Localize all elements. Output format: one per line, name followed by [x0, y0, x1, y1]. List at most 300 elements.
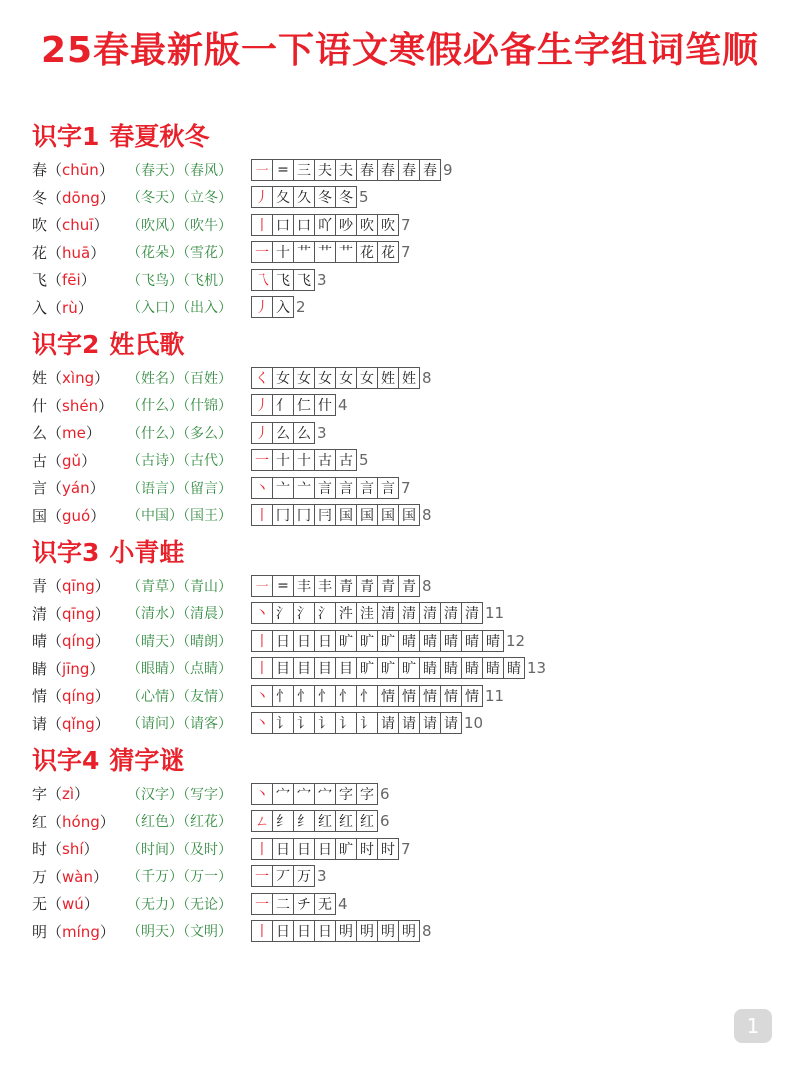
character-row	[32, 392, 782, 420]
pinyin: huā	[62, 243, 91, 262]
paren-close: ）	[94, 714, 110, 733]
character: 飞	[32, 271, 48, 290]
word-examples: （什么）（什锦）	[127, 398, 232, 415]
stroke-box: 飞	[272, 269, 294, 291]
stroke-count: 7	[401, 839, 411, 858]
character-row	[32, 502, 782, 530]
character-row	[32, 780, 782, 808]
stroke-box: 青	[335, 575, 357, 597]
word-examples: （古诗）（古代）	[127, 453, 232, 470]
char-pinyin	[32, 159, 127, 180]
stroke-box: 讠	[335, 712, 357, 734]
word-examples: （吹风）（吹牛）	[127, 217, 232, 234]
character: 字	[32, 785, 48, 804]
word-examples: （请问）（请客）	[127, 716, 232, 733]
char-pinyin	[32, 921, 127, 942]
stroke-box: 清	[377, 602, 399, 624]
stroke-order	[251, 477, 411, 499]
stroke-box: 口	[272, 214, 294, 236]
character-row	[32, 184, 782, 212]
stroke-box: 宀	[314, 783, 336, 805]
stroke-box: 飞	[293, 269, 315, 291]
char-pinyin	[32, 630, 127, 651]
word-examples: （汉字）（写字）	[127, 786, 232, 803]
stroke-order	[251, 575, 432, 597]
paren-open: （	[47, 396, 63, 415]
stroke-box: 丰	[314, 575, 336, 597]
paren-open: （	[47, 659, 63, 678]
pinyin: qǐng	[62, 714, 95, 733]
word-examples: （冬天）（立冬）	[127, 190, 232, 207]
stroke-box: 情	[461, 685, 483, 707]
pinyin: jīng	[62, 659, 90, 678]
word-examples: （红色）（红花）	[127, 814, 232, 831]
stroke-box: ㄥ	[251, 810, 273, 832]
stroke-box: 亻	[272, 394, 294, 416]
stroke-box: 丿	[251, 422, 273, 444]
stroke-box: 汼	[335, 602, 357, 624]
stroke-box: 请	[398, 712, 420, 734]
stroke-box: 春	[377, 159, 399, 181]
stroke-box: 亠	[293, 477, 315, 499]
character-row	[32, 710, 782, 738]
stroke-box: 一	[251, 865, 273, 887]
stroke-count: 13	[527, 659, 547, 678]
stroke-box: 女	[293, 367, 315, 389]
pinyin: qīng	[62, 604, 95, 623]
stroke-order	[251, 630, 525, 652]
stroke-order	[251, 241, 411, 263]
lesson-name: 春夏秋冬	[109, 122, 210, 151]
stroke-box: 纟	[293, 810, 315, 832]
stroke-box: 么	[293, 422, 315, 444]
stroke-box: 青	[356, 575, 378, 597]
stroke-box: 氵	[293, 602, 315, 624]
paren-open: （	[47, 840, 63, 859]
paren-open: （	[47, 604, 63, 623]
lesson-heading	[32, 326, 782, 364]
character: 时	[32, 840, 48, 859]
stroke-box: 春	[356, 159, 378, 181]
stroke-box: =	[272, 159, 294, 181]
stroke-box: 请	[440, 712, 462, 734]
stroke-box: 明	[335, 920, 357, 942]
word-examples: （清水）（清晨）	[127, 606, 232, 623]
character: 吹	[32, 216, 48, 235]
stroke-order	[251, 367, 432, 389]
stroke-order	[251, 159, 453, 181]
stroke-box: 忄	[356, 685, 378, 707]
lesson-section	[32, 326, 782, 529]
stroke-order	[251, 712, 483, 734]
stroke-box: 目	[335, 657, 357, 679]
stroke-box: 丨	[251, 838, 273, 860]
word-examples: （明天）（文明）	[127, 924, 232, 941]
char-pinyin	[32, 713, 127, 734]
paren-open: （	[47, 714, 63, 733]
stroke-box: 日	[293, 838, 315, 860]
character: 青	[32, 577, 48, 596]
paren-close: ）	[85, 424, 101, 443]
paren-close: ）	[74, 785, 90, 804]
character-row	[32, 890, 782, 918]
stroke-box: 日	[314, 838, 336, 860]
stroke-count: 3	[317, 867, 327, 886]
char-pinyin	[32, 187, 127, 208]
word-examples: （千万）（万一）	[127, 869, 232, 886]
stroke-order	[251, 296, 306, 318]
stroke-box: 红	[314, 810, 336, 832]
char-pinyin	[32, 269, 127, 290]
word-examples: （无力）（无论）	[127, 896, 232, 913]
stroke-box: 晴	[419, 630, 441, 652]
stroke-box: 冬	[314, 186, 336, 208]
stroke-box: 乁	[251, 269, 273, 291]
stroke-box: 国	[335, 504, 357, 526]
stroke-box: 女	[272, 367, 294, 389]
stroke-box: 十	[272, 241, 294, 263]
stroke-box: 丶	[251, 685, 273, 707]
stroke-count: 7	[401, 243, 411, 262]
character-row	[32, 572, 782, 600]
char-pinyin	[32, 685, 127, 706]
stroke-box: 丰	[293, 575, 315, 597]
stroke-box: く	[251, 367, 273, 389]
char-pinyin	[32, 214, 127, 235]
stroke-order	[251, 449, 369, 471]
character: 清	[32, 604, 48, 623]
stroke-box: 无	[314, 893, 336, 915]
stroke-box: 花	[356, 241, 378, 263]
stroke-order	[251, 810, 390, 832]
char-pinyin	[32, 603, 127, 624]
pinyin: dōng	[62, 188, 100, 207]
stroke-count: 10	[464, 714, 484, 733]
pinyin: qīng	[62, 577, 95, 596]
stroke-box: 晴	[461, 630, 483, 652]
stroke-count: 3	[317, 270, 327, 289]
stroke-box: 丨	[251, 214, 273, 236]
stroke-count: 4	[338, 894, 348, 913]
stroke-box: 目	[314, 657, 336, 679]
lesson-section	[32, 742, 782, 945]
stroke-box: 明	[356, 920, 378, 942]
stroke-count: 8	[422, 922, 432, 941]
stroke-count: 9	[443, 160, 453, 179]
char-pinyin	[32, 367, 127, 388]
character: 万	[32, 867, 48, 886]
stroke-box: 国	[398, 504, 420, 526]
paren-close: ）	[89, 479, 105, 498]
stroke-box: 宀	[272, 783, 294, 805]
paren-close: ）	[94, 632, 110, 651]
word-examples: （入口）（出入）	[127, 300, 232, 317]
stroke-box: 丶	[251, 477, 273, 499]
stroke-box: 国	[377, 504, 399, 526]
character-row	[32, 682, 782, 710]
stroke-box: 十	[272, 449, 294, 471]
character: 姓	[32, 369, 48, 388]
char-pinyin	[32, 450, 127, 471]
word-examples: （姓名）（百姓）	[127, 370, 232, 387]
paren-open: （	[47, 424, 63, 443]
lesson-label: 识字1	[32, 122, 100, 151]
paren-close: ）	[94, 369, 110, 388]
stroke-box: 春	[398, 159, 420, 181]
stroke-box: 丿	[251, 186, 273, 208]
stroke-box: 言	[377, 477, 399, 499]
character-row	[32, 156, 782, 184]
paren-close: ）	[93, 216, 109, 235]
stroke-box: チ	[293, 893, 315, 915]
stroke-box: 清	[440, 602, 462, 624]
stroke-box: 时	[356, 838, 378, 860]
stroke-count: 12	[506, 631, 526, 650]
char-pinyin	[32, 893, 127, 914]
stroke-count: 11	[485, 604, 505, 623]
pinyin: wú	[62, 895, 84, 914]
stroke-box: 晴	[440, 630, 462, 652]
stroke-box: 讠	[356, 712, 378, 734]
pinyin: guó	[62, 506, 91, 525]
stroke-box: 万	[293, 865, 315, 887]
stroke-box: 口	[293, 214, 315, 236]
paren-open: （	[47, 243, 63, 262]
character-row	[32, 266, 782, 294]
stroke-box: 情	[377, 685, 399, 707]
stroke-box: 一	[251, 241, 273, 263]
stroke-box: 清	[461, 602, 483, 624]
char-pinyin	[32, 575, 127, 596]
stroke-box: 吖	[314, 214, 336, 236]
stroke-order	[251, 422, 327, 444]
stroke-box: 明	[398, 920, 420, 942]
stroke-box: 冃	[314, 504, 336, 526]
stroke-count: 7	[401, 215, 411, 234]
word-examples: （时间）（及时）	[127, 841, 232, 858]
word-examples: （青草）（青山）	[127, 578, 232, 595]
stroke-order	[251, 214, 411, 236]
character: 晴	[32, 632, 48, 651]
stroke-box: 旷	[377, 657, 399, 679]
paren-close: ）	[99, 922, 115, 941]
paren-close: ）	[83, 840, 99, 859]
stroke-box: 艹	[314, 241, 336, 263]
paren-open: （	[47, 479, 63, 498]
stroke-box: 言	[356, 477, 378, 499]
stroke-box: 日	[272, 630, 294, 652]
stroke-box: 言	[314, 477, 336, 499]
paren-open: （	[47, 577, 63, 596]
pinyin: zì	[62, 785, 75, 804]
stroke-order	[251, 504, 432, 526]
lesson-section	[32, 118, 782, 321]
char-pinyin	[32, 395, 127, 416]
stroke-order	[251, 838, 411, 860]
pinyin: shén	[62, 396, 99, 415]
word-examples: （心情）（友情）	[127, 688, 232, 705]
stroke-box: 古	[335, 449, 357, 471]
stroke-box: 情	[419, 685, 441, 707]
stroke-count: 3	[317, 423, 327, 442]
word-examples: （飞鸟）（飞机）	[127, 272, 232, 289]
vocab-list	[32, 118, 782, 950]
stroke-box: 冂	[293, 504, 315, 526]
stroke-box: 丨	[251, 657, 273, 679]
paren-open: （	[47, 812, 63, 831]
stroke-box: 一	[251, 449, 273, 471]
pinyin: qíng	[62, 687, 95, 706]
stroke-box: 目	[272, 657, 294, 679]
stroke-box: 日	[314, 920, 336, 942]
lesson-name: 姓氏歌	[109, 330, 185, 359]
char-pinyin	[32, 505, 127, 526]
stroke-box: 明	[377, 920, 399, 942]
stroke-count: 5	[359, 188, 369, 207]
stroke-box: 夂	[272, 186, 294, 208]
paren-close: ）	[94, 687, 110, 706]
paren-close: ）	[80, 271, 96, 290]
stroke-box: 请	[377, 712, 399, 734]
stroke-box: 女	[356, 367, 378, 389]
stroke-box: 青	[377, 575, 399, 597]
char-pinyin	[32, 658, 127, 679]
character-row	[32, 211, 782, 239]
paren-close: ）	[89, 659, 105, 678]
character: 什	[32, 396, 48, 415]
stroke-box: 丿	[251, 296, 273, 318]
character: 花	[32, 243, 48, 262]
stroke-box: 旷	[356, 630, 378, 652]
character-row	[32, 863, 782, 891]
word-examples: （晴天）（晴朗）	[127, 633, 232, 650]
paren-open: （	[47, 922, 63, 941]
stroke-order	[251, 920, 432, 942]
stroke-box: 讠	[293, 712, 315, 734]
word-examples: （什么）（多么）	[127, 425, 232, 442]
character-row	[32, 808, 782, 836]
stroke-box: 日	[293, 920, 315, 942]
character-row	[32, 918, 782, 946]
paren-close: ）	[99, 812, 115, 831]
paren-close: ）	[77, 298, 93, 317]
stroke-box: 晴	[482, 630, 504, 652]
pinyin: hóng	[62, 812, 100, 831]
stroke-box: 旷	[356, 657, 378, 679]
lesson-label: 识字2	[32, 330, 100, 359]
stroke-box: 春	[419, 159, 441, 181]
stroke-count: 4	[338, 396, 348, 415]
stroke-box: 三	[293, 159, 315, 181]
lesson-heading	[32, 742, 782, 780]
character-row	[32, 600, 782, 628]
word-examples: （眼睛）（点睛）	[127, 661, 232, 678]
stroke-box: 丶	[251, 783, 273, 805]
stroke-box: 丨	[251, 920, 273, 942]
stroke-box: 丿	[251, 394, 273, 416]
stroke-count: 6	[380, 784, 390, 803]
paren-close: ）	[94, 604, 110, 623]
paren-open: （	[47, 216, 63, 235]
stroke-box: 日	[272, 920, 294, 942]
pinyin: qíng	[62, 632, 95, 651]
stroke-box: 目	[293, 657, 315, 679]
stroke-box: 什	[314, 394, 336, 416]
stroke-box: 仁	[293, 394, 315, 416]
stroke-box: 么	[272, 422, 294, 444]
stroke-box: 讠	[314, 712, 336, 734]
page-number-badge: 1	[734, 1009, 772, 1043]
paren-open: （	[47, 298, 63, 317]
stroke-box: 丶	[251, 602, 273, 624]
character-row	[32, 294, 782, 322]
word-examples: （中国）（国王）	[127, 508, 232, 525]
char-pinyin	[32, 838, 127, 859]
character-row	[32, 474, 782, 502]
stroke-box: 氵	[314, 602, 336, 624]
stroke-box: 红	[356, 810, 378, 832]
paren-open: （	[47, 161, 63, 180]
stroke-box: 丆	[272, 865, 294, 887]
stroke-box: 二	[272, 893, 294, 915]
char-pinyin	[32, 866, 127, 887]
stroke-box: 丨	[251, 504, 273, 526]
stroke-count: 11	[485, 686, 505, 705]
stroke-box: 洼	[356, 602, 378, 624]
stroke-box: 艹	[293, 241, 315, 263]
character-row	[32, 655, 782, 683]
character-row	[32, 419, 782, 447]
paren-open: （	[47, 369, 63, 388]
stroke-box: 日	[293, 630, 315, 652]
character: 春	[32, 161, 48, 180]
lesson-label: 识字3	[32, 538, 100, 567]
stroke-box: ㇐	[251, 575, 273, 597]
stroke-box: 冂	[272, 504, 294, 526]
pinyin: chuī	[62, 216, 94, 235]
stroke-order	[251, 657, 546, 679]
stroke-box: 红	[335, 810, 357, 832]
paren-close: ）	[90, 243, 106, 262]
stroke-order	[251, 865, 327, 887]
character: 无	[32, 895, 48, 914]
stroke-count: 8	[422, 506, 432, 525]
stroke-box: 一	[251, 893, 273, 915]
stroke-box: 古	[314, 449, 336, 471]
pinyin: shí	[62, 840, 84, 859]
char-pinyin	[32, 811, 127, 832]
stroke-box: 夫	[314, 159, 336, 181]
character: 请	[32, 714, 48, 733]
stroke-box: 情	[398, 685, 420, 707]
paren-open: （	[47, 632, 63, 651]
stroke-box: 女	[335, 367, 357, 389]
pinyin: xìng	[62, 369, 95, 388]
stroke-count: 8	[422, 576, 432, 595]
paren-close: ）	[94, 577, 110, 596]
stroke-count: 5	[359, 451, 369, 470]
lesson-heading	[32, 534, 782, 572]
paren-close: ）	[81, 451, 97, 470]
stroke-order	[251, 602, 504, 624]
stroke-box: 情	[440, 685, 462, 707]
paren-open: （	[47, 785, 63, 804]
stroke-box: 旷	[398, 657, 420, 679]
stroke-box: =	[272, 575, 294, 597]
lesson-label: 识字4	[32, 746, 100, 775]
paren-close: ）	[98, 396, 114, 415]
stroke-box: 女	[314, 367, 336, 389]
